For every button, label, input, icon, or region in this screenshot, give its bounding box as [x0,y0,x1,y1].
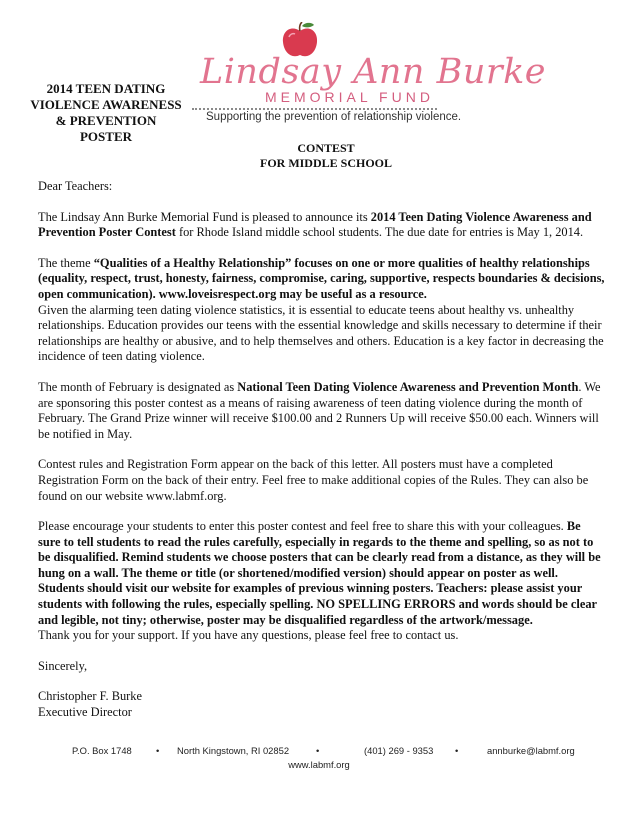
text-run: Please encourage your students to enter this poster contest and feel free to share this with your colleagues. [38,519,567,534]
paragraph-announcement [38,210,606,241]
logo-script-name: Lindsay Ann Burke [200,52,547,92]
instructions-bold: Be sure to tell students to read the rules carefully, especially in regards to the theme and spelling, so as not to be disqualified. Remind students we choose posters that can be clearly read from a distance, as they will be hung on a wall. The theme or title (or shortened/modified version) should appear on poster as well. Students should visit our website for examples of previous winning posters. Teachers: please assist your students with following the rules, especially spelling. NO SPELLING ERRORS and words should be clear and legible, not tiny; otherwise, poster may be disqualified regardless of the artwork/message. [38,519,601,627]
paragraph-encourage [38,519,606,628]
closing: Sincerely, [38,658,88,673]
letter-body [38,179,606,721]
footer-separator: • [156,745,160,756]
logo-divider [192,108,437,110]
salutation: Dear Teachers: [38,179,113,193]
signer-name: Christopher F. Burke [38,689,142,704]
footer-separator: • [455,745,459,756]
contest-line-2: FOR MIDDLE SCHOOL [259,156,392,170]
text-run: The month of February is designated as [38,379,238,394]
footer-website[interactable]: www.labmf.org [288,759,350,770]
text-run: The theme [38,255,94,270]
footer-email[interactable]: annburke@labmf.org [487,745,575,756]
paragraph-education: Given the alarming teen dating violence statistics, it is essential to educate teens about healthy vs. unhealthy relationships. Education provides our teens with the essential knowledge and skills necessary to determine if their relationships are healthy or abusive, and to help themselves and others. Education is a key factor in decreasing the incidence of teen dating violence. [38,302,604,364]
paragraph-thanks: Thank you for your support. If you have any questions, please feel free to contact us. [38,628,459,643]
paragraph-february [38,380,606,442]
footer-po-box: P.O. Box 1748 [72,745,132,756]
footer-separator: • [316,745,320,756]
logo-fund-text: MEMORIAL FUND [265,89,434,105]
footer-city: North Kingstown, RI 02852 [177,745,290,756]
awareness-month-bold: National Teen Dating Violence Awareness and Prevention Month [237,379,579,394]
theme-bold: “Qualities of a Healthy Relationship” focuses on one or more qualities of healthy relationships (equality, respect, trust, honesty, fairness, compromise, caring, supportive, respects boundaries & decisions, open communication). www.loveisrespect.org may be useful as a resource. [38,255,605,301]
contest-name-bold: 2014 Teen Dating Violence Awareness and Prevention Poster Contest [38,209,592,240]
poster-title: 2014 TEEN DATING VIOLENCE AWARENESS & PREVENTION POSTER [30,81,182,144]
text-run: The Lindsay Ann Burke Memorial Fund is pleased to announce its [38,209,371,224]
footer-phone: (401) 269 - 9353 [364,745,434,756]
logo-tagline: Supporting the prevention of relationship violence. [206,111,462,123]
signer-title: Executive Director [38,705,132,720]
contest-line-1: CONTEST [297,141,355,155]
text-run: for Rhode Island middle school students. The due date for entries is May 1, 2014. [175,225,584,240]
paragraph-rules: Contest rules and Registration Form appear on the back of this letter. All posters must have a completed Registration Form on the back of their entry. Feel free to make additional copies of the Rules. They can also be found on our website www.labmf.org. [38,457,589,503]
text-run: . We are sponsoring this poster contest as a means of raising awareness of teen dating violence during the month of February. The Grand Prize winner will receive $100.00 and 2 Runners Up will receive $50.00 each. Winners will be notified in May. [38,379,601,441]
paragraph-theme [38,256,606,303]
contest-heading [0,141,638,171]
lindsay-ann-burke-logo [188,22,547,132]
